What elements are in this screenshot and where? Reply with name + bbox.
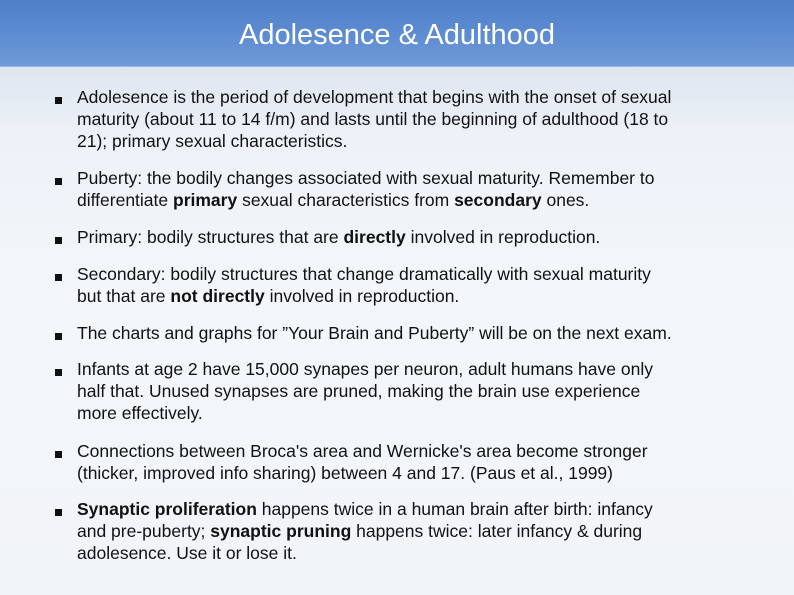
text-run: Puberty: the bodily changes associated with sexual maturity. Remember to differentiate [77,168,655,210]
emphasis-text: secondary [454,190,542,210]
emphasis-text: synaptic pruning [210,521,352,541]
text-run: Infants at age 2 have 15,000 synapes per neuron, adult humans have only half that. Unused synapses are pruned, making the brain use experience more effectively. [77,359,653,423]
bullet-text [77,440,769,484]
bullet-square-icon [55,178,62,185]
slide-title: Adolesence & Adulthood [238,19,556,51]
bullet-square-icon [55,509,62,516]
text-run: happens twice: later infancy & during adolesence. Use it or lose it. [77,521,643,563]
bullet-square-icon [55,369,62,376]
text-run: ones. [541,190,590,210]
bullet-square-icon [55,274,62,281]
emphasis-text: primary [173,190,238,210]
text-run: involved in reproduction. [264,286,460,306]
bullet-text [77,263,769,307]
bullet-square-icon [55,97,62,104]
bullet-text [77,358,769,424]
bullet-text [77,498,769,564]
text-run: Adolesence is the period of development that begins with the onset of sexual maturity (about 11 to 14 f/m) and lasts until the beginning of adulthood (18 to 21); primary sexual characteristics. [77,87,672,151]
title-bar [0,0,794,67]
emphasis-text: directly [343,227,406,247]
text-run: involved in reproduction. [405,227,601,247]
text-run: The charts and graphs for ”Your Brain and Puberty” will be on the next exam. [77,323,672,343]
bullet-text [77,86,769,152]
text-run: Primary: bodily structures that are [77,227,344,247]
text-run: Connections between Broca's area and Wernicke's area become stronger (thicker, improved info sharing) between 4 and 17. (Paus et al., 1999) [77,441,648,483]
bullet-square-icon [55,333,62,340]
emphasis-text: Synaptic proliferation [77,499,257,519]
text-run: happens twice in a human brain after birth: infancy and pre-puberty; [77,499,653,541]
bullet-square-icon [55,451,62,458]
bullet-text [77,167,769,211]
text-run: Secondary: bodily structures that change dramatically with sexual maturity but that are [77,264,651,306]
bullet-square-icon [55,237,62,244]
text-run: sexual characteristics from [237,190,455,210]
emphasis-text: not directly [170,286,265,306]
bullet-text [77,226,769,248]
bullet-text [77,322,769,344]
